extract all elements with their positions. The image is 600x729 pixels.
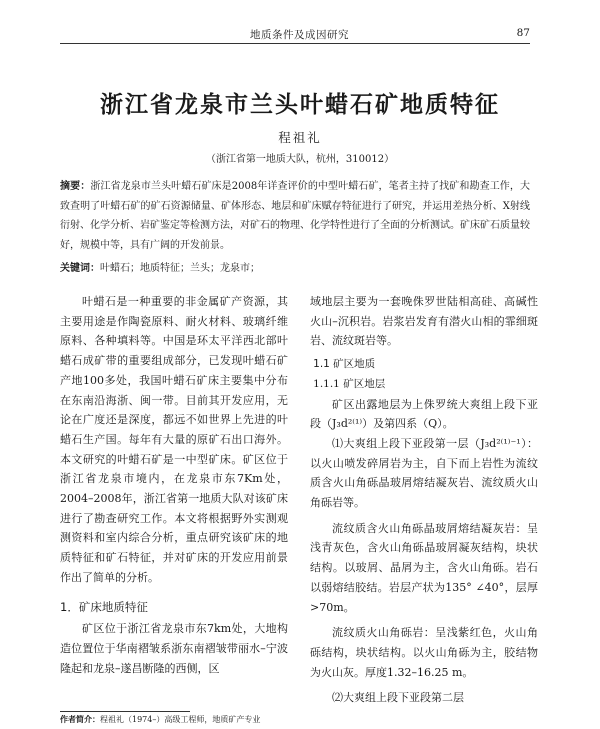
subsection-1-1-1: 1.1.1 矿区地层 (313, 377, 386, 390)
section-1-paragraph: 矿区位于浙江省龙泉市东7km处，大地构造位置位于华南褶皱系浙东南褶皱带丽水–宁波隆起和龙泉–遂昌断隆的西侧，区 (60, 622, 288, 675)
footnote-rule (60, 711, 190, 712)
breccia-paragraph: 流纹质火山角砾岩：呈浅紫红色，火山角砾结构，块状结构。以火山角砾为主，胶结物为火山灰。厚度1.32–16.25 m。 (310, 626, 538, 679)
running-title: 地质条件及成因研究 (250, 29, 349, 41)
keywords-label: 关键词： (60, 263, 100, 274)
page-number: 87 (516, 27, 530, 39)
footnote-text: 程祖礼（1974–）高级工程师，地质矿产专业 (100, 715, 261, 724)
regional-geology-paragraph: 域地层主要为一套晚侏罗世陆相高硅、高碱性火山–沉积岩。岩浆岩发育有潜火山相的霏细斑岩、流纹斑岩等。 (310, 295, 538, 348)
abstract-text: 浙江省龙泉市兰头叶蜡石矿床是2008年详查评价的中型叶蜡石矿，笔者主持了找矿和勘查工作，大致查明了叶蜡石矿的矿石资源储量、矿体形态、地层和矿床赋存特征进行了研究，并运用差热分析、X射线衍射、化学分析、岩矿鉴定等检测方法，对矿石的物理、化学特性进行了全面的分析测试。矿床矿石质量较好，规模中等，具有广阔的开发前景。 (60, 181, 530, 251)
left-column (60, 292, 288, 678)
layer-2-paragraph: ⑵大爽组上段下亚段第二层 (332, 691, 464, 705)
keywords (60, 259, 530, 274)
abstract-label: 摘要： (60, 181, 91, 192)
tuff-paragraph: 流纹质含火山角砾晶玻屑熔结凝灰岩：呈浅青灰色，含火山角砾晶玻屑凝灰结构，块状结构。以玻屑、晶屑为主，含火山角砾。岩石以弱熔结胶结。岩层产状为135° ∠40°，层厚>70m。 (310, 521, 538, 614)
abstract (60, 177, 530, 255)
author: 程祖礼 (278, 130, 322, 145)
article-title: 浙江省龙泉市兰头叶蜡石矿地质特征 (100, 92, 500, 118)
affiliation: （浙江省第一地质大队，杭州，310012） (205, 154, 395, 165)
keywords-text: 叶蜡石；地质特征；兰头；龙泉市； (100, 263, 260, 274)
running-header (60, 24, 530, 44)
subsection-1-1: 1.1 矿区地质 (313, 358, 376, 371)
section-1-heading: 1．矿床地质特征 (60, 599, 148, 614)
strata-paragraph: 矿区出露地层为上侏罗统大爽组上段下亚段（J₃d²⁽¹⁾）及第四系（Q）。 (310, 397, 538, 431)
intro-paragraph: 叶蜡石是一种重要的非金属矿产资源，其主要用途是作陶瓷原料、耐火材料、玻璃纤维原料、各种填料等。中国是环太平洋西北部叶蜡石成矿带的重要组成部分，已发现叶蜡石矿产地100多处，我国叶蜡石矿床主要集中分布在东南沿海浙、闽一带。目前其开发应用，无论在广度还是深度，都远不如世界上先进的叶蜡石生产国。每年有大量的原矿石出口海外。本文研究的叶蜡石矿是一中型矿床。矿区位于浙江省龙泉市境内，在龙泉市东7Km处，2004–2008年，浙江省第一地质大队对该矿床进行了勘查研究工作。本文将根据野外实测观测资料和室内综合分析，重点研究该矿床的地质特征和矿石特征，并对矿床的开发应用前景作出了简单的分析。 (60, 295, 288, 584)
footnote-label: 作者简介： (60, 714, 100, 724)
right-column (310, 292, 538, 708)
layer-1-paragraph: ⑴大爽组上段下亚段第一层（J₃d²⁽¹⁾⁻¹）：以火山喷发碎屑岩为主，自下而上岩性为流纹质含火山角砾晶玻屑熔结凝灰岩、流纹质火山角砾岩等。 (310, 436, 538, 510)
footnote (60, 714, 260, 725)
